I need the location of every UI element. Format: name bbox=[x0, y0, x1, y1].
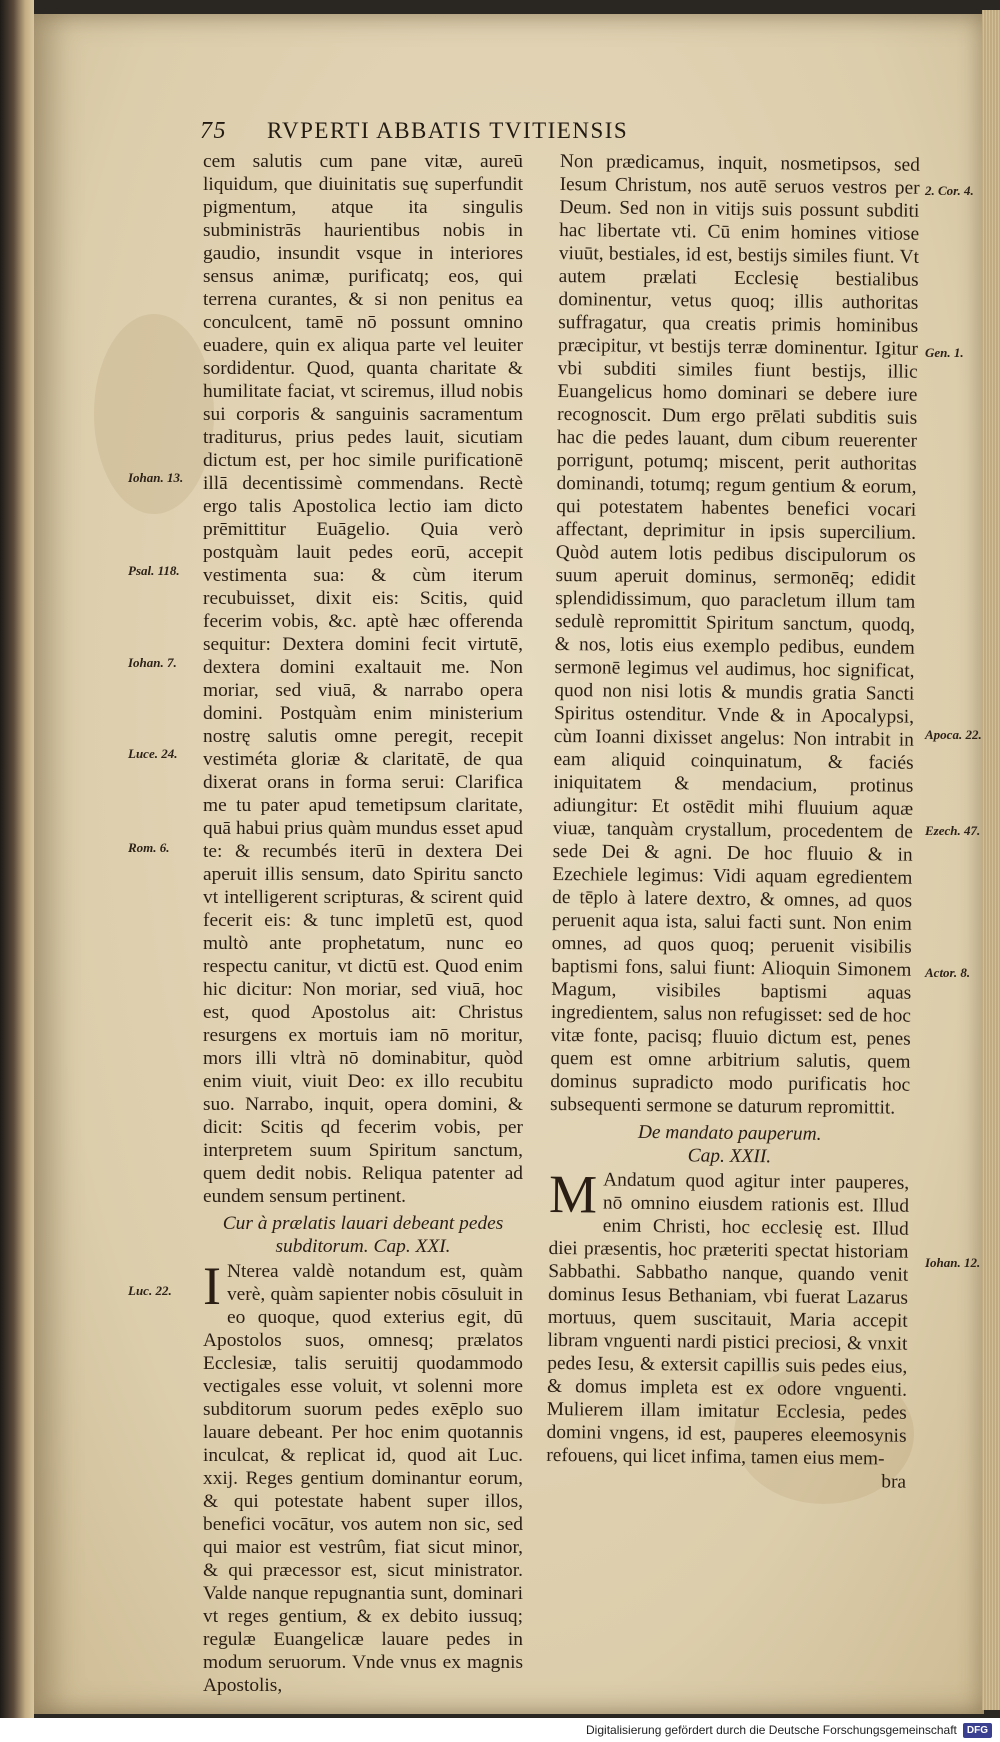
running-head bbox=[200, 118, 780, 145]
chapter-title: De mandato pauperum. bbox=[637, 1121, 822, 1145]
margin-citation: Rom. 6. bbox=[128, 840, 170, 855]
margin-citation: Luc. 22. bbox=[128, 1283, 172, 1298]
margin-citation: Iohan. 13. bbox=[128, 470, 184, 485]
margin-citation: Iohan. 12. bbox=[925, 1255, 981, 1270]
margin-citation: Ezech. 47. bbox=[925, 823, 981, 838]
margin-citation: Iohan. 7. bbox=[128, 655, 177, 670]
digitization-footer bbox=[0, 1718, 1000, 1742]
margin-citation: 2. Cor. 4. bbox=[925, 183, 974, 198]
body-paragraph bbox=[203, 1256, 523, 1697]
drop-cap: I bbox=[203, 1256, 221, 1316]
margin-citation: Luce. 24. bbox=[128, 746, 178, 761]
footer-credit: Digitalisierung gefördert durch die Deutsche Forschungsgemeinschaft bbox=[586, 1723, 957, 1737]
margin-citation: Gen. 1. bbox=[925, 345, 964, 360]
right-text-column bbox=[546, 150, 920, 1494]
book-gutter bbox=[0, 0, 34, 1742]
page-fore-edge bbox=[982, 10, 1000, 1710]
margin-citation: Apoca. 22. bbox=[925, 727, 982, 742]
left-text-column bbox=[203, 150, 523, 1697]
paragraph-text: Andatum quod agitur inter pauperes, nō omnino eiusdem rationis est. Illud enim Christi, hoc ecclesię est. Illud diei præsentis, hoc præteriti spectat historiam Sabbathi. Sabbatho nanque, quando venit dominus Iesus Bethaniam, vbi fuerat Lazarus mortuus, quem suscitauit, Maria accepit libram vnguenti nardi pistici preciosi, & vnxit pedes Iesu, & extersit capillis suis pedes eius, & domus impleta est ex odore vnguenti. Mulierem illam imitatur Ecclesia, pedes domini vngens, id est, pauperes eleemosynis refouens, qui licet infima, tamen eius mem- bbox=[546, 1169, 910, 1470]
margin-citation: Actor. 8. bbox=[925, 965, 971, 980]
chapter-title: Cur à prælatis lauari debeant pedes subditorum. bbox=[222, 1213, 504, 1257]
margin-citation: Psal. 118. bbox=[128, 563, 180, 578]
chapter-number: Cap. XXI. bbox=[373, 1236, 451, 1257]
paragraph-text: Nterea valdè notandum est, quàm verè, quàm sapienter nobis cōsuluit in eo quoque, quod exterius egit, dū Apostolos suos, omnesq; prælatos Ecclesiæ, talis seruitij quodammodo vectigales esse voluit, vt solenni more subditorum suorum pedes exēplo suo lauare debeant. Per hoc enim quotannis inculcat, & replicat id, quod ait Luc. xxij. Reges gentium dominantur eorum, & qui potestate habent super illos, benefici vocātur, vos autem non sic, sed qui maior est vestrûm, fiat sicut minor, & qui præcessor est, sicut ministrator. Valde nanque repugnantia sunt, dominari vt reges gentium, & ex debito iussuq; regulæ Euangelicæ lauare pedes in modum seruorum. Vnde vnus ex magnis Apostolis, bbox=[203, 1261, 523, 1696]
chapter-heading bbox=[549, 1120, 909, 1170]
chapter-heading bbox=[203, 1212, 523, 1258]
catchword: bra bbox=[881, 1471, 907, 1493]
dfg-logo: DFG bbox=[963, 1723, 992, 1738]
page-number: 75 bbox=[200, 118, 227, 144]
running-title: RVPERTI ABBATIS TVITIENSIS bbox=[267, 118, 629, 143]
chapter-number: Cap. XXII. bbox=[687, 1145, 772, 1168]
drop-cap: M bbox=[548, 1163, 598, 1225]
body-paragraph: Non prædicamus, inquit, nosmetipsos, sed Iesum Christum, nos autē seruos vestros per Deum. Sed non in vitijs suis possunt subditi hac libertate vti. Cū enim homines vitiose viuūt, bestiales, id est, bestijs similes fiunt. Vt autem prælati Ecclesię bestialibus dominentur, vetus quoq; illis authoritas suffragatur, qua creatis primis hominibus præcipitur, vt bestijs terræ dominentur. Igitur vbi subditi similes fiunt bestijs, illic Euangelicus homo dominari se debere iure recognoscit. Dum ergo prēlati subditis suis hac die pedes lauant, dum cibum reuerenter porrigunt, potumq; miscent, perit authoritas dominandi, totumq; regum gentium & eorum, qui potestatem habentes benefici vocari affectant, deprimitur in ipsis supercilium. Quòd autem lotis pedibus discipulorum os suum aperuit dominus, sermonēq; edidit splendidissimum, quo paracletum illum tam sedulè repromittit Spiritum sanctum, quodq, & nos, lotis eius exemplo pedibus, eundem sermonē legimus vel audimus, hoc significat, quod non nisi lotis & mundis gratia Sancti Spiritus ostenditur. Vnde & in Apocalypsi, cùm Ioanni dixisset angelus: Non intrabit in eam aliquid coinquinatum, & faciés iniquitatem & mendacium, protinus adiungitur: Et ostēdit mihi fluuium aquæ viuæ, tanquàm crystallum, procedentem de sede Dei & agni. De hoc fluuio & in Ezechiele legimus: Vidi aquam egredientem de tēplo à latere dextro, & omnes, ad quos peruenit aqua ista, salui facti sunt. Non enim omnes, ad quos quoq; peruenit visibilis baptismi fons, salui fiunt: Alioquin Simonem Magum, visibiles baptismi aquas ingredientem, salus non refugisset: sed de hoc vitæ fonte, pacisq; fluuio dictum est, penes quem est omne arbitrium salutis, quem dominus supradicto modo purificatis hoc subsequenti sermone se daturum repromittit. bbox=[549, 150, 920, 1119]
body-paragraph: cem salutis cum pane vitæ, aureū liquidum, que diuinitatis suę superfundit pigmentum, atque ita singulis subministrās haurientibus nobis in gaudio, insundit vsque in interiores sensus animæ, purificatq; eos, qui terrena curantes, & si non penitus ea conculcent, tamē nō possunt omnino euadere, quin ex aliqua parte vel leuiter sordidentur. Quod, quanta charitate & humilitate faciat, vt sciremus, illud nobis sui corporis & sanguinis sacramentum traditurus, prius pedes lauit, sicutiam dictum est, per hoc simile purificationē illā decentissimè commendans. Rectè ergo talis Apostolica lectio iam dicto prēmittitur Euāgelio. Quia verò postquàm lauit pedes eorū, accepit vestimenta sua: & cùm iterum recubuisset, dixit eis: Scitis, quid fecerim vobis, &c. aptè hæc offerenda sequitur: Dextera domini fecit virtutē, dextera domini exaltauit me. Non moriar, sed viuā, & narrabo opera domini. Postquàm enim ministerium nostrę salutis omne peregit, recepit vestiméta gloriæ & claritatē, de qua dixerat orans in forma serui: Clarifica me tu pater apud temetipsum claritate, quā habui prius quàm mundus esset apud te: & recumbés iterū in dextera Dei aperuit illis sensum, dato Spiritu sancto vt intelligerent scripturas, & scirent quid fecerit eis: & tunc impletū est, quod multò ante prophetatum, nunc eo respectu canitur, vt dictū est. Quod enim hic dicitur: Non moriar, sed viuā, hoc est, quod Apostolus ait: Christus resurgens ex mortuis iam nō moritur, mors illi vltrà nō dominabitur, quòd enim viuit, viuit Deo: ex illo recubitu suo. Narrabo, inquit, opera domini, & dicit: Scitis qd fecerim vobis, per interpretem suum Spiritum sanctum, quem dedit nobis. Reliqua patenter ad eundem sensum pertinent. bbox=[203, 151, 523, 1207]
body-paragraph bbox=[546, 1163, 910, 1471]
